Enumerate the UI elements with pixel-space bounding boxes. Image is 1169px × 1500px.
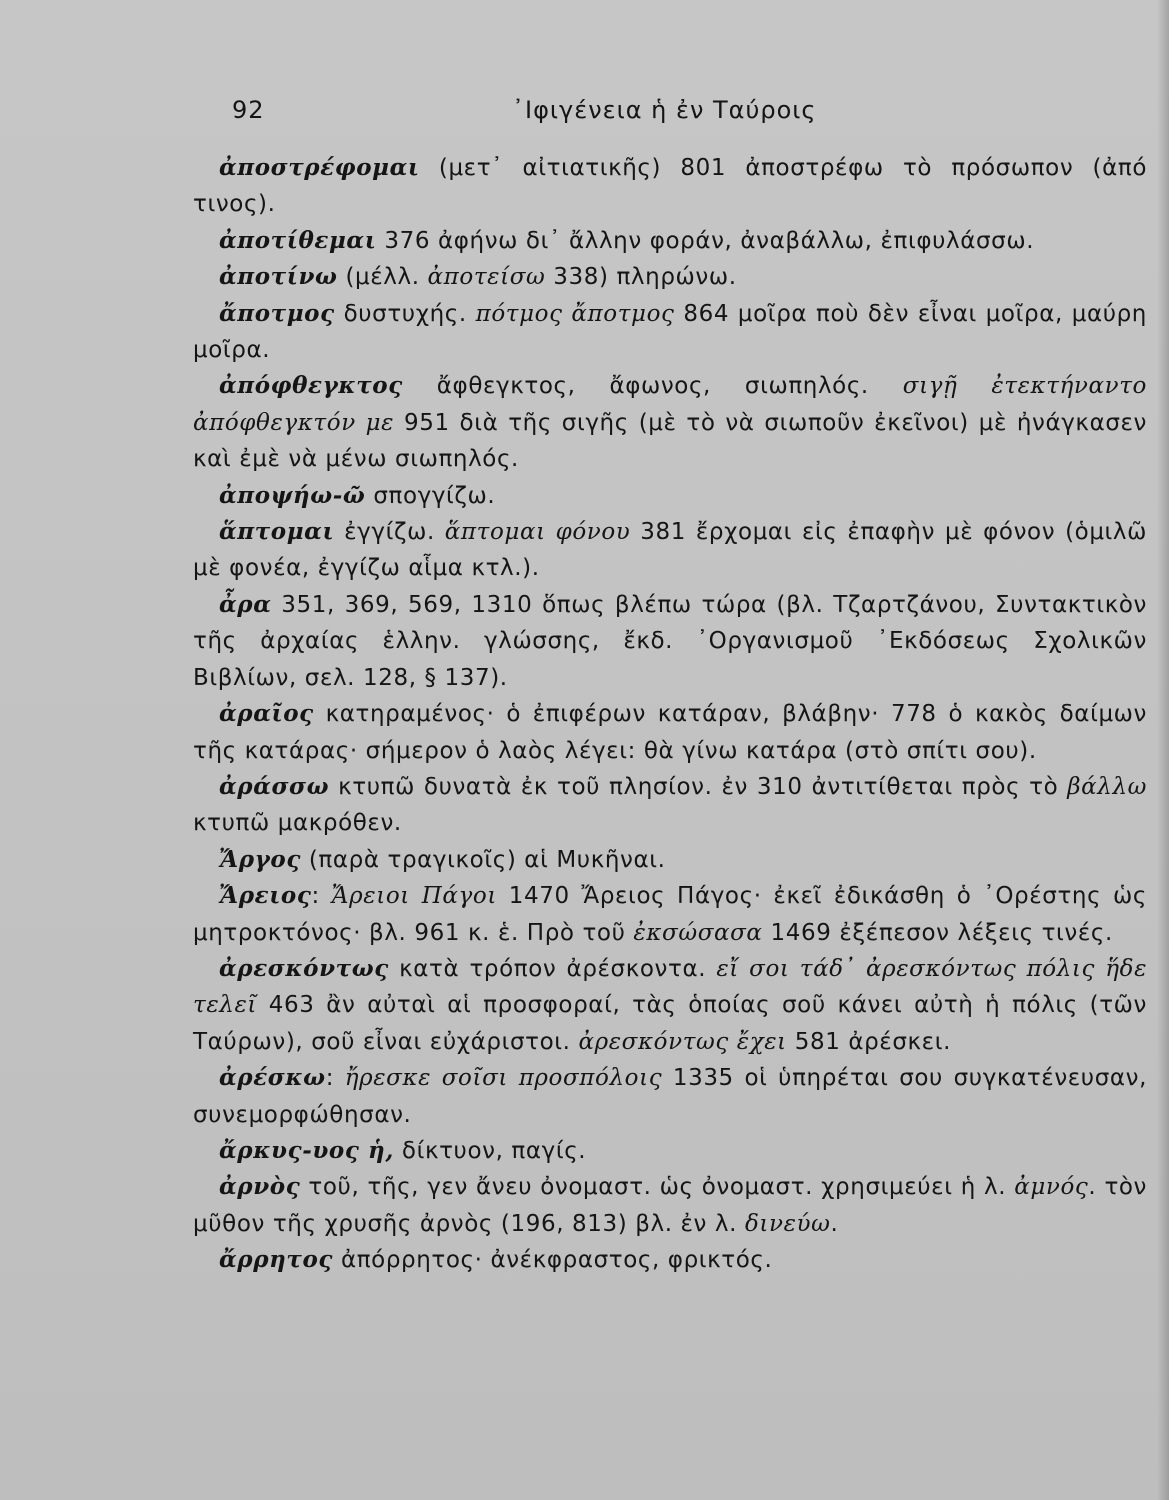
entry-definition: 351, 369, 569, 1310 ὅπως βλέπω τώρα (βλ. Τζαρτζάνου, Συντακτικὸν τῆς ἀρχαίας ἑλλην. γλώσσης, ἔκδ. ᾿Οργανισμοῦ ᾿Εκδόσεως Σχολικῶν Βιβλίων, σελ. 128, § 137).: [193, 591, 1147, 691]
glossary-entry: [193, 842, 1147, 878]
entry-headword: ἄποτμος: [219, 299, 335, 327]
entry-headword: ἀποψήω-ῶ: [219, 481, 366, 509]
entry-definition: τοῦ, τῆς, γεν ἄνευ ὀνομαστ. ὡς ὀνομαστ. χρησιμεύει ἡ λ.: [300, 1174, 1015, 1201]
entry-definition: κτυπῶ μακρόθεν.: [193, 810, 402, 837]
glossary-entry: [193, 368, 1147, 477]
glossary-entry: [193, 1242, 1147, 1278]
glossary-entry: [193, 150, 1147, 223]
entry-citation: ἀρεσκόντως ἔχει: [578, 1028, 787, 1055]
entry-citation: ἐκσώσασα: [633, 919, 763, 946]
entry-definition: 1470 Ἄρειος Πάγος· ἐκεῖ ἐδικάσθη ὁ ᾿Ορέστης ὡς μητροκτόνος· βλ. 961 κ. ἑ. Πρὸ τοῦ: [193, 883, 1147, 946]
glossary-entry: [193, 223, 1147, 259]
entry-citation: ἅπτομαι φόνου: [444, 519, 631, 546]
entry-definition: 1335 οἱ ὑπηρέται σου συγκατένευσαν, συνεμορφώθησαν.: [193, 1065, 1147, 1128]
page-edge-shadow: [1157, 0, 1169, 1500]
entry-definition: .: [830, 1210, 839, 1237]
entry-headword: Ἄρειος: [219, 882, 312, 910]
entry-definition: :: [311, 883, 332, 910]
entry-headword: ἄρρητος: [219, 1246, 334, 1274]
glossary-entry: [193, 1133, 1147, 1169]
page-number: 92: [232, 96, 265, 124]
entry-definition: :: [325, 1065, 345, 1092]
entry-definition: ἐγγίζω.: [334, 519, 445, 546]
entry-headword: ἅπτομαι: [219, 518, 335, 546]
entry-definition: ἀπόρρητος· ἀνέκφραστος, φρικτός.: [333, 1247, 773, 1274]
entry-definition: 951 διὰ τῆς σιγῆς (μὲ τὸ νὰ σιωποῦν ἐκεῖνοι) μὲ ἠνάγκασεν καὶ ἐμὲ νὰ μένω σιωπηλός.: [193, 409, 1148, 473]
entry-headword: ἀραῖος: [219, 700, 314, 728]
entry-definition: δυστυχής.: [334, 300, 476, 327]
entry-headword: ἀπόφθεγκτος: [219, 372, 403, 400]
glossary-entry: [193, 878, 1147, 951]
entry-headword: ἀρνὸς: [219, 1173, 301, 1201]
entry-definition: (παρὰ τραγικοῖς) αἱ Μυκῆναι.: [300, 846, 666, 873]
glossary-entry: [193, 587, 1147, 696]
glossary-entry: [193, 696, 1147, 769]
entry-headword: ἀράσσω: [219, 772, 330, 800]
glossary-entry: [193, 769, 1147, 842]
entry-definition: (μετ᾽ αἰτιατικῆς) 801 ἀποστρέφω τὸ πρόσωπον (ἀπό τινος).: [193, 155, 1147, 218]
entry-definition: 864 μοῖρα ποὺ δὲν εἶναι μοῖρα, μαύρη μοῖρα.: [193, 300, 1147, 364]
entry-definition: 1469 ἐξέπεσον λέξεις τινές.: [762, 919, 1113, 946]
entry-headword: ἀποστρέφομαι: [219, 154, 420, 181]
entry-citation: σιγῇ ἐτεκτήναντο ἀπόφθεγκτόν με: [193, 373, 1147, 436]
entry-headword: ἀποτίνω: [219, 263, 338, 291]
entry-citation: εἴ σοι τάδ᾽ ἀρεσκόντως πόλις ἥδε τελεῖ: [193, 955, 1148, 1019]
glossary-entry: [193, 296, 1147, 369]
entry-citation: ἀποτείσω: [427, 264, 546, 291]
entry-definition: . τὸν μῦθον τῆς χρυσῆς ἀρνὸς (196, 813) βλ. ἐν λ.: [193, 1174, 1148, 1237]
entry-citation: πότμος ἄποτμος: [475, 300, 675, 327]
entry-headword: ἄρκυς-υος ἡ,: [219, 1136, 394, 1164]
entry-definition: κατὰ τρόπον ἀρέσκοντα.: [388, 955, 717, 982]
entry-definition: 376 ἀφήνω δι᾽ ἄλλην φοράν, ἀναβάλλω, ἐπιφυλάσσω.: [376, 227, 1035, 254]
entry-definition: δίκτυον, παγίς.: [393, 1137, 587, 1164]
entry-definition: 338) πληρώνω.: [545, 264, 737, 291]
entry-headword: ἀρέσκω: [219, 1064, 326, 1092]
entry-definition: 581 ἀρέσκει.: [786, 1028, 951, 1055]
entry-headword: Ἄργος: [219, 845, 301, 873]
glossary-entries: [193, 150, 1147, 1279]
entry-definition: ἄφθεγκτος, ἄφωνος, σιωπηλός.: [402, 373, 903, 400]
entry-definition: κτυπῶ δυνατὰ ἐκ τοῦ πλησίον. ἐν 310 ἀντιτίθεται πρὸς τὸ: [329, 773, 1068, 800]
entry-headword: ἀρεσκόντως: [219, 954, 389, 982]
entry-citation: Ἄρειοι Πάγοι: [331, 883, 497, 910]
entry-definition: (μέλλ.: [337, 264, 428, 291]
page-header: [0, 96, 1169, 132]
entry-headword: ἀποτίθεμαι: [219, 226, 377, 254]
glossary-entry: [193, 259, 1147, 295]
entry-headword: ἆρα: [219, 590, 272, 618]
glossary-entry: [193, 514, 1147, 587]
entry-definition: 463 ἂν αὐταὶ αἱ προσφοραί, τὰς ὁποίας σοῦ κάνει αὐτὴ ἡ πόλις (τῶν Ταύρων), σοῦ εἶναι εὐχάριστοι.: [193, 992, 1147, 1055]
glossary-entry: [193, 478, 1147, 514]
glossary-entry: [193, 951, 1147, 1060]
glossary-entry: [193, 1060, 1147, 1133]
glossary-entry: [193, 1169, 1147, 1242]
entry-citation: ἤρεσκε σοῖσι προσπόλοις: [344, 1065, 663, 1092]
entry-definition: σπογγίζω.: [365, 482, 496, 509]
entry-definition: 381 ἔρχομαι εἰς ἐπαφὴν μὲ φόνον (ὁμιλῶ μὲ φονέα, ἐγγίζω αἷμα κτλ.).: [193, 519, 1148, 582]
running-title: ᾿Ιφιγένεια ἡ ἐν Ταύροις: [512, 96, 817, 124]
entry-citation: βάλλω: [1067, 773, 1147, 800]
entry-citation: δινεύω: [744, 1210, 831, 1237]
entry-citation: ἀμνός: [1014, 1174, 1089, 1201]
entry-definition: κατηραμένος· ὁ ἐπιφέρων κατάραν, βλάβην· 778 ὁ κακὸς δαίμων τῆς κατάρας· σήμερον ὁ λαὸς λέγει: θὰ γίνω κατάρα (στὸ σπίτι σου).: [193, 701, 1147, 764]
